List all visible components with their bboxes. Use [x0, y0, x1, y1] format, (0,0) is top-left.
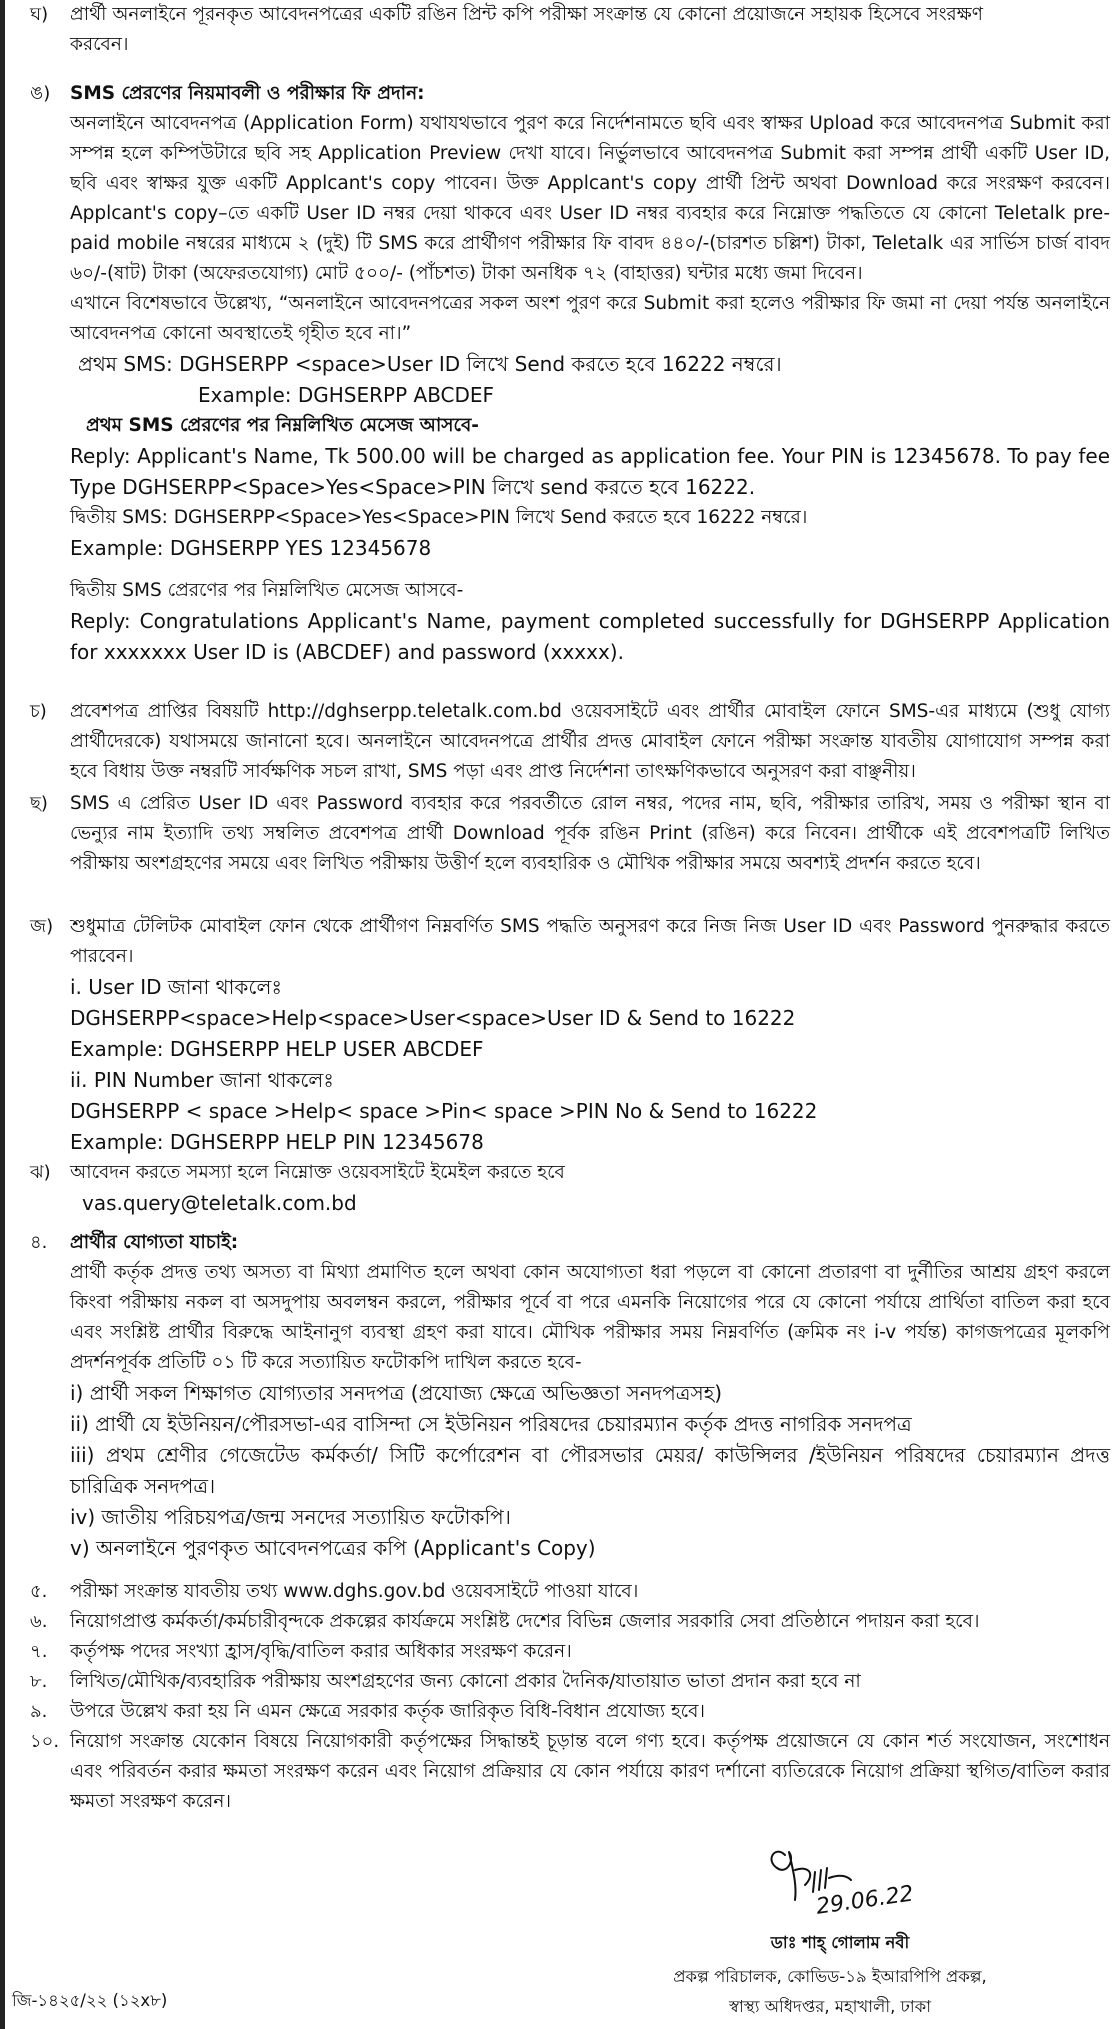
- item-ja-text: শুধুমাত্র টেলিটক মোবাইল ফোন থেকে প্রার্থীগণ নিম্নবর্ণিত SMS পদ্ধতি অনুসরণ করে নিজ নিজ User ID এবং Password পুনরুদ্ধার করতে পারবেন।: [70, 916, 1110, 967]
- item-marker: ছ): [30, 793, 48, 814]
- document-list-item: i) প্রার্থী সকল শিক্ষাগত যোগ্যতার সনদপত্র (প্রযোজ্য ক্ষেত্রে অভিজ্ঞতা সনদপত্রসহ): [70, 1381, 723, 1405]
- item-marker: ঙ): [30, 83, 51, 104]
- sms-paragraph: অনলাইনে আবেদনপত্র (Application Form) যথাযথভাবে পুরণ করে নির্দেশনামতে ছবি এবং স্বাক্ষর Upload করে আবেদনপত্র Submit করা সম্পন্ন হলে কম্পিউটারে ছবি সহ Application Preview দেখা যাবে। নির্ভুলভাবে আবেদনপত্র Submit করা সম্পন্ন প্রার্থী একটি User ID, ছবি এবং স্বাক্ষর যুক্ত একটি Applcant's copy পাবেন। উক্ত Applcant's copy প্রার্থী প্রিন্ট অথবা Download করে সংরক্ষণ করবেন। Applcant's copy–তে একটি User ID নম্বর দেয়া থাকবে এবং User ID নম্বর ব্যবহার করে নিম্নোক্ত পদ্ধতিতে যে কোনো Teletalk pre-paid mobile নম্বরের মাধ্যমে ২ (দুই) টি SMS করে প্রার্থীগণ পরীক্ষার ফি বাবদ ৪৪০/-(চারশত চল্লিশ) টাকা, Teletalk এর সার্ভিস চার্জ বাবদ ৬০/-(ষাট) টাকা (অফেরতযোগ্য) মোট ৫০০/- (পাঁচশত) টাকা অনধিক ৭২ (বাহাত্তর) ঘন্টার মধ্যে জমা দিবেন।: [70, 113, 1110, 284]
- section-marker: ৫.: [30, 1581, 48, 1602]
- section-10-text: নিয়োগ সংক্রান্ত যেকোন বিষয়ে নিয়োগকারী কর্তৃপক্ষের সিদ্ধান্তই চূড়ান্ত বলে গণ্য হবে। কর্তৃপক্ষ প্রয়োজনে যে কোন শর্ত সংযোজন, সংশোধন এবং পরিবর্তন করার ক্ষমতা সংরক্ষণ করেন এবং নিয়োগ প্রক্রিয়ার যে কোন পর্যায়ে কারণ দর্শানো ব্যতিরেকে নিয়োগ প্রক্রিয়া স্থগিত/বাতিল করার ক্ষমতা সংরক্ষণ করেন।: [70, 1731, 1110, 1812]
- section-9-text: উপরে উল্লেখ করা হয় নি এমন ক্ষেত্রে সরকার কর্তৃক জারিকৃত বিধি-বিধান প্রযোজ্য হবে।: [70, 1701, 706, 1722]
- section-marker: ৮.: [30, 1671, 48, 1692]
- item-jha-text: আবেদন করতে সমস্যা হলে নিম্নোক্ত ওয়েবসাইটে ইমেইল করতে হবে: [70, 1162, 565, 1183]
- sms2-example: Example: DGHSERPP YES 12345678: [70, 536, 432, 560]
- section-5-text: পরীক্ষা সংক্রান্ত যাবতীয় তথ্য www.dghs.gov.bd ওয়েবসাইটে পাওয়া যাবে।: [70, 1581, 639, 1602]
- user-id-command: DGHSERPP<space>Help<space>User<space>User ID & Send to 16222: [70, 1006, 796, 1030]
- section-marker: ৭.: [30, 1641, 48, 1662]
- section-marker: ৬.: [30, 1611, 48, 1632]
- signature-date: 29.06.22: [814, 1881, 915, 1920]
- section-marker: ৯.: [30, 1701, 48, 1722]
- document-list-item: iii) প্রথম শ্রেণীর গেজেটেড কর্মকর্তা/ সিটি কর্পোরেশন বা পৌরসভার মেয়র/ কাউন্সিলর /ইউনিয়ন পরিষদের চেয়ারম্যান প্রদত্ত চারিত্রিক সনদপত্র।: [70, 1443, 1110, 1498]
- after-sms1-label: প্রথম SMS প্রেরণের পর নিম্নলিখিত মেসেজ আসবে-: [86, 415, 479, 436]
- document-list-item: ii) প্রার্থী যে ইউনিয়ন/পৌরসভা-এর বাসিন্দা সে ইউনিয়ন পরিষদের চেয়ারম্যান কর্তৃক প্রদত্ত নাগরিক সনদপত্র: [70, 1412, 912, 1436]
- user-id-label: i. User ID জানা থাকলেঃ: [70, 975, 283, 999]
- section-6-text: নিয়োগপ্রাপ্ত কর্মকর্তা/কর্মচারীবৃন্দকে প্রকল্পের কার্যক্রমে সংশ্লিষ্ট দেশের বিভিন্ন জেলার সরকারি সেবা প্রতিষ্ঠানে পদায়ন করা হবে।: [70, 1611, 980, 1632]
- section-4-text: প্রার্থী কর্তৃক প্রদত্ত তথ্য অসত্য বা মিথ্যা প্রমাণিত হলে অথবা কোন অযোগ্যতা ধরা পড়লে বা কোনো প্রতারণা বা দুর্নীতির আশ্রয় গ্রহণ করলে কিংবা পরীক্ষায় নকল বা অসদুপায় অবলম্বন করলে, পরীক্ষার পূর্বে বা পরে এমনকি নিয়োগের পরে যে কোনো পর্যায়ে প্রার্থিতা বাতিল করা হবে এবং সংশ্লিষ্ট প্রার্থীর বিরুদ্ধে আইনানুগ ব্যবস্থা গ্রহণ করা যাবে। মৌখিক পরীক্ষার সময় নিম্নবর্ণিত (ক্রমিক নং i-v পর্যন্ত) কাগজপত্রের মূলকপি প্রদর্শনপূর্বক প্রতিটি ০১ টি করে সত্যায়িত ফটোকপি দাখিল করতে হবে-: [70, 1262, 1110, 1373]
- item-marker: জ): [30, 916, 54, 937]
- signatory-title-line-2: স্বাস্থ্য অধিদপ্তর, মহাখালী, ঢাকা: [728, 1997, 932, 2016]
- signatory-title-line-1: প্রকল্প পরিচালক, কোভিড-১৯ ইআরপিপি প্রকল্প,: [673, 1967, 987, 1986]
- section-marker: ১০.: [30, 1731, 60, 1752]
- document-list-item: v) অনলাইনে পুরণকৃত আবেদনপত্রের কপি (Applicant's Copy): [70, 1536, 596, 1560]
- section-8-text: লিখিত/মৌখিক/ব্যবহারিক পরীক্ষায় অংশগ্রহণের জন্য কোনো প্রকার দৈনিক/যাতায়াত ভাতা প্রদান করা হবে না: [70, 1671, 861, 1692]
- left-border: [0, 0, 5, 2029]
- section-heading: প্রার্থীর যোগ্যতা যাচাই:: [70, 1232, 239, 1253]
- reference-number: জি-১৪২৫/২২ (১২x৮): [12, 1991, 168, 2010]
- user-id-example: Example: DGHSERPP HELP USER ABCDEF: [70, 1037, 484, 1061]
- after-sms2-label: দ্বিতীয় SMS প্রেরণের পর নিম্নলিখিত মেসেজ আসবে-: [70, 580, 464, 601]
- item-marker: ঘ): [30, 4, 49, 25]
- pin-command: DGHSERPP < space >Help< space >Pin< space >PIN No & Send to 16222: [70, 1099, 818, 1123]
- item-chha-text: SMS এ প্রেরিত User ID এবং Password ব্যবহার করে পরবর্তীতে রোল নম্বর, পদের নাম, ছবি, পরীক্ষার তারিখ, সময় ও পরীক্ষা স্থান বা ভেন্যুর নাম ইত্যাদি তথ্য সম্বলিত প্রবেশপত্র প্রার্থী Download পূর্বক রঙিন Print (রঙিন) করে নিবেন। প্রার্থীকে এই প্রবেশপত্রটি লিখিত পরীক্ষায় অংশগ্রহণের সময়ে এবং লিখিত পরীক্ষায় উত্তীর্ণ হলে ব্যবহারিক ও মৌখিক পরীক্ষার সময়ে অবশ্যই প্রদর্শন করতে হবে।: [70, 793, 1110, 874]
- item-marker: ঝ): [30, 1162, 51, 1183]
- section-7-text: কর্তৃপক্ষ পদের সংখ্যা হ্রাস/বৃদ্ধি/বাতিল করার অধিকার সংরক্ষণ করেন।: [70, 1641, 572, 1662]
- item-gha-line-1: প্রার্থী অনলাইনে পূরনকৃত আবেদনপত্রের একটি রঙিন প্রিন্ট কপি পরীক্ষা সংক্রান্ত যে কোনো প্রয়োজনে সহায়ক হিসেবে সংরক্ষণ: [70, 4, 983, 25]
- sms-note: এখানে বিশেষভাবে উল্লেখ্য, “অনলাইনে আবেদনপত্রের সকল অংশ পুরণ করে Submit করা হলেও পরীক্ষার ফি জমা না দেয়া পর্যন্ত অনলাইনে আবেদনপত্র কোনো অবস্থাতেই গৃহীত হবে না।”: [70, 293, 1110, 344]
- sms2-instruction: দ্বিতীয় SMS: DGHSERPP<Space>Yes<Space>PIN লিখে Send করতে হবে 16222 নম্বরে।: [70, 507, 808, 528]
- item-cha-text: প্রবেশপত্র প্রাপ্তির বিষয়টি http://dghserpp.teletalk.com.bd ওয়েবসাইটে এবং প্রার্থীর মোবাইল ফোনে SMS-এর মাধ্যমে (শুধু যোগ্য প্রার্থীদেরকে) যথাসময়ে জানানো হবে। অনলাইনে আবেদনপত্রে প্রার্থীর প্রদত্ত মোবাইল ফোনে পরীক্ষা সংক্রান্ত যাবতীয় যোগাযোগ সম্পন্ন করা হবে বিধায় উক্ত নম্বরটি সার্বক্ষণিক সচল রাখা, SMS পড়া এবং প্রাপ্ত নির্দেশনা তাৎক্ষণিকভাবে অনুসরণ করা বাঞ্ছনীয়।: [70, 701, 1110, 782]
- pin-label: ii. PIN Number জানা থাকলেঃ: [70, 1068, 334, 1092]
- support-email: vas.query@teletalk.com.bd: [82, 1191, 357, 1215]
- signature-image: [755, 1830, 915, 1930]
- sms1-example: Example: DGHSERPP ABCDEF: [198, 383, 495, 407]
- document-list-item: iv) জাতীয় পরিচয়পত্র/জন্ম সনদের সত্যায়িত ফটোকপি।: [70, 1505, 511, 1529]
- item-gha-line-2: করবেন।: [70, 34, 129, 55]
- item-marker: চ): [30, 701, 47, 722]
- reply2-text: Reply: Congratulations Applicant's Name, payment completed successfully for DGHSERPP Application for xxxxxxx User ID is (ABCDEF) and password (xxxxx).: [70, 609, 1110, 664]
- section-marker: ৪.: [30, 1232, 48, 1253]
- section-heading: SMS প্রেরণের নিয়মাবলী ও পরীক্ষার ফি প্রদান:: [70, 83, 425, 104]
- sms1-instruction: প্রথম SMS: DGHSERPP <space>User ID লিখে Send করতে হবে 16222 নম্বরে।: [78, 352, 782, 376]
- reply1-text: Reply: Applicant's Name, Tk 500.00 will be charged as application fee. Your PIN is 12345678. To pay fee Type DGHSERPP<Space>Yes<Space>PIN লিখে send করতে হবে 16222.: [70, 444, 1110, 499]
- signatory-name: ডাঃ শাহ্ গোলাম নবী: [770, 1933, 910, 1952]
- pin-example: Example: DGHSERPP HELP PIN 12345678: [70, 1130, 484, 1154]
